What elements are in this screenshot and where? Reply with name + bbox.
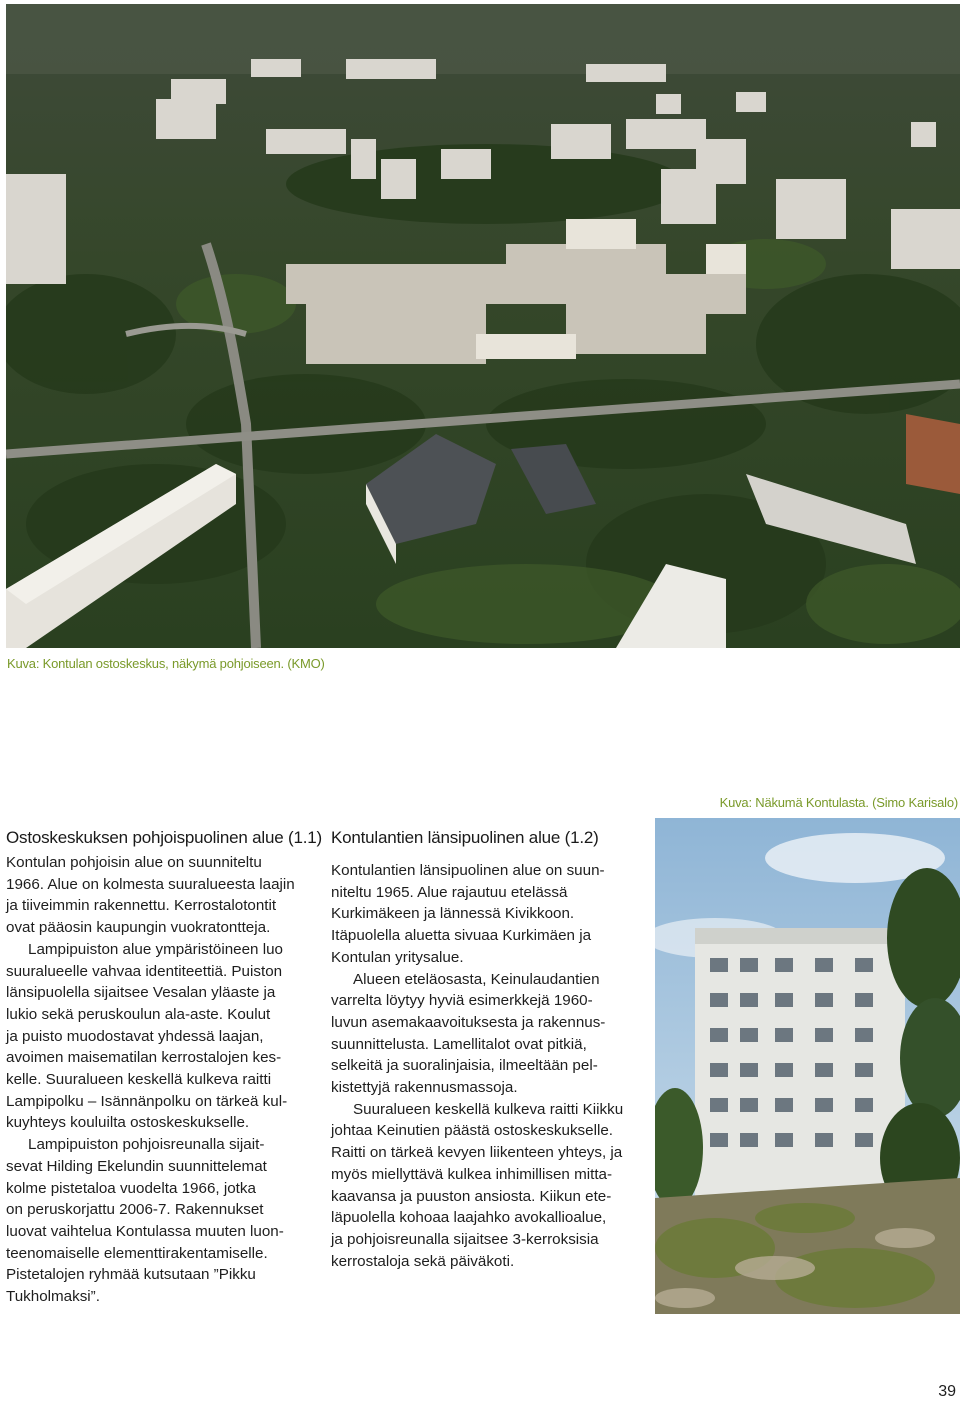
body-line: niteltu 1965. Alue rajautuu etelässä	[331, 883, 568, 901]
aerial-photo-caption: Kuva: Kontulan ostoskeskus, näkymä pohjoiseen. (KMO)	[7, 656, 325, 671]
body-line: Pistetalojen ryhmää kutsutaan ”Pikku	[6, 1266, 256, 1284]
body-line: johtaa Keinutien päästä ostoskeskukselle.	[331, 1122, 613, 1140]
body-line: kuyhteys kouluilta ostoskeskukselle.	[6, 1114, 250, 1132]
body-line: läpuolella kohoaa laajahko avokallioalue,	[331, 1209, 607, 1227]
body-line: Kurkimäkeen ja lännessä Kivikkoon.	[331, 905, 575, 923]
tower-photo	[655, 818, 960, 1314]
body-line: länsipuolella sijaitsee Vesalan yläaste ja	[6, 984, 276, 1002]
body-line: kistettyjä rakennusmassoja.	[331, 1079, 518, 1097]
body-line: ja tiiveimmin rakennettu. Kerrostalotontit	[6, 897, 277, 915]
body-line: ja pohjoisreunalla sijaitsee 3-kerroksisia	[331, 1230, 599, 1248]
body-line: Lampipolku – Isännänpolku on tärkeä kul-	[6, 1092, 288, 1110]
body-line: kolme pistetaloa vuodelta 1966, jotka	[6, 1179, 256, 1197]
body-line: kerrostaloja sekä päiväkoti.	[331, 1252, 515, 1270]
body-line: Suuralueen keskellä kulkeva raitti Kiikku	[353, 1100, 624, 1118]
body-line: Itäpuolella aluetta sivuaa Kurkimäen ja	[331, 927, 592, 945]
body-line: Tukholmaksi”.	[6, 1288, 100, 1306]
section-2-body	[331, 860, 636, 1272]
body-line: ja puisto muodostavat yhdessä laajan,	[6, 1027, 264, 1045]
body-line: lukio sekä peruskoulun ala-aste. Koulut	[6, 1005, 271, 1023]
body-line: Kontulantien länsipuolinen alue on suun-	[331, 862, 605, 879]
body-line: varrelta löytyy hyviä esimerkkejä 1960-	[331, 992, 593, 1010]
page-number: 39	[938, 1383, 956, 1400]
body-line: Raitti on tärkeä kevyen liikenteen yhteys, ja	[331, 1144, 623, 1162]
body-line: ovat pääosin kaupungin vuokratontteja.	[6, 919, 271, 937]
body-line: Lampipuiston pohjoisreunalla sijait-	[28, 1136, 265, 1154]
body-line: kaavansa ja puuston ansiosta. Kiikun ete-	[331, 1187, 612, 1205]
body-line: Kontulan pohjoisin alue on suunniteltu	[6, 854, 262, 871]
body-line: suuralueelle vahvaa identiteettiä. Puiston	[6, 962, 283, 980]
body-line: suunnittelusta. Lamellitalot ovat pitkiä,	[331, 1035, 587, 1053]
body-line: Alueen eteläosasta, Keinulaudantien	[353, 970, 600, 988]
body-line: luvun asemakaavoituksesta ja rakennus-	[331, 1013, 606, 1031]
section-1-body	[6, 852, 308, 1308]
body-line: 1966. Alue on kolmesta suuralueesta laajin	[6, 875, 295, 893]
body-line: Kontulan yritysalue.	[331, 948, 464, 966]
tower-photo-caption: Kuva: Näkumä Kontulasta. (Simo Karisalo)	[719, 795, 958, 810]
body-line: teenomaiselle elementtirakentamiselle.	[6, 1244, 268, 1262]
body-line: sevat Hilding Ekelundin suunnittelemat	[6, 1157, 267, 1175]
body-line: kelle. Suuralueen keskellä kulkeva raitti	[6, 1071, 272, 1089]
aerial-photo	[6, 4, 960, 648]
body-line: on peruskorjattu 2006-7. Rakennukset	[6, 1201, 264, 1219]
body-line: luovat vaihtelua Kontulassa muuten luon-	[6, 1222, 284, 1240]
body-line: selkeitä ja suoralinjaisia, ilmeeltään pel-	[331, 1057, 598, 1075]
section-1-heading: Ostoskeskuksen pohjoispuolinen alue (1.1)	[6, 828, 322, 847]
body-line: myös miellyttävä kulkea inhimillisen mitta-	[331, 1165, 613, 1183]
section-2-heading: Kontulantien länsipuolinen alue (1.2)	[331, 828, 599, 847]
body-line: avoimen maisematilan kerrostalojen kes-	[6, 1049, 282, 1067]
body-line: Lampipuiston alue ympäristöineen luo	[28, 940, 283, 958]
